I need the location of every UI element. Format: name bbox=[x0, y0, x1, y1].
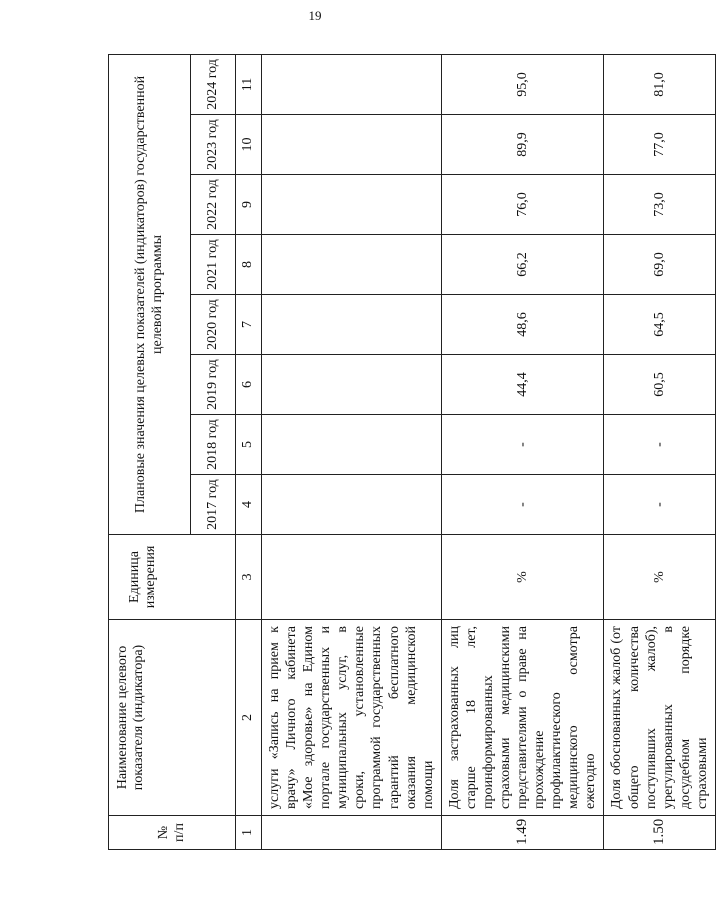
value-cell bbox=[262, 415, 442, 475]
indicator-name: услуги «Запись на прием к врачу» Личного кабинета «Мое здоровье» на Едином портале государственных и муниципальных услуг, в сроки, установленные программой государственных гарантий бесплатного оказания медицинской помощи bbox=[262, 620, 442, 816]
value-cell: 48,6 bbox=[441, 295, 604, 355]
value-cell bbox=[262, 235, 442, 295]
indicator-name: Доля обоснованных жалоб (от общего количества поступивших жалоб), урегулированных в досудебном порядке страховыми bbox=[604, 620, 715, 816]
column-number: 8 bbox=[236, 235, 262, 295]
header-planned: Плановые значения целевых показателей (индикаторов) государственной целевой программы bbox=[109, 54, 191, 534]
table-row bbox=[262, 54, 442, 849]
table-row bbox=[441, 54, 604, 849]
header-year: 2022 год bbox=[191, 175, 236, 235]
indicators-table bbox=[108, 54, 716, 850]
value-cell: - bbox=[604, 415, 715, 475]
column-number: 1 bbox=[236, 816, 262, 850]
value-cell bbox=[262, 54, 442, 114]
column-number: 6 bbox=[236, 355, 262, 415]
value-cell: 64,5 bbox=[604, 295, 715, 355]
column-number: 5 bbox=[236, 415, 262, 475]
indicator-unit bbox=[262, 535, 442, 620]
value-cell bbox=[262, 355, 442, 415]
indicator-unit: % bbox=[441, 535, 604, 620]
header-num: № п/п bbox=[109, 816, 236, 850]
column-number: 10 bbox=[236, 115, 262, 175]
column-number: 11 bbox=[236, 54, 262, 114]
rotated-table-container bbox=[108, 55, 710, 850]
indicator-unit: % bbox=[604, 535, 715, 620]
value-cell: - bbox=[441, 475, 604, 535]
header-unit: Единица измерения bbox=[109, 535, 236, 620]
value-cell: 89,9 bbox=[441, 115, 604, 175]
column-number: 3 bbox=[236, 535, 262, 620]
table-row bbox=[604, 54, 715, 849]
value-cell: 60,5 bbox=[604, 355, 715, 415]
value-cell: 77,0 bbox=[604, 115, 715, 175]
value-cell: 73,0 bbox=[604, 175, 715, 235]
header-year: 2020 год bbox=[191, 295, 236, 355]
value-cell: 69,0 bbox=[604, 235, 715, 295]
row-number: 1.49 bbox=[441, 816, 604, 850]
header-year: 2018 год bbox=[191, 415, 236, 475]
value-cell bbox=[262, 295, 442, 355]
value-cell: 44,4 bbox=[441, 355, 604, 415]
value-cell bbox=[262, 175, 442, 235]
value-cell: 76,0 bbox=[441, 175, 604, 235]
header-year: 2021 год bbox=[191, 235, 236, 295]
value-cell bbox=[262, 115, 442, 175]
header-name: Наименование целевого показателя (индикатора) bbox=[109, 620, 236, 816]
value-cell bbox=[262, 475, 442, 535]
column-number: 9 bbox=[236, 175, 262, 235]
header-year: 2023 год bbox=[191, 115, 236, 175]
page-number: 19 bbox=[308, 8, 322, 23]
column-number: 2 bbox=[236, 620, 262, 816]
indicator-name: Доля застрахованных лиц старше 18 лет, проинформированных страховыми медицинскими представителями о праве на прохождение профилактического медицинского осмотра ежегодно bbox=[441, 620, 604, 816]
header-year: 2024 год bbox=[191, 54, 236, 114]
column-number: 7 bbox=[236, 295, 262, 355]
value-cell: 81,0 bbox=[604, 54, 715, 114]
column-number: 4 bbox=[236, 475, 262, 535]
value-cell: 95,0 bbox=[441, 54, 604, 114]
value-cell: 66,2 bbox=[441, 235, 604, 295]
row-number: 1.50 bbox=[604, 816, 715, 850]
header-year: 2019 год bbox=[191, 355, 236, 415]
row-number bbox=[262, 816, 442, 850]
header-year: 2017 год bbox=[191, 475, 236, 535]
value-cell: - bbox=[441, 415, 604, 475]
value-cell: - bbox=[604, 475, 715, 535]
